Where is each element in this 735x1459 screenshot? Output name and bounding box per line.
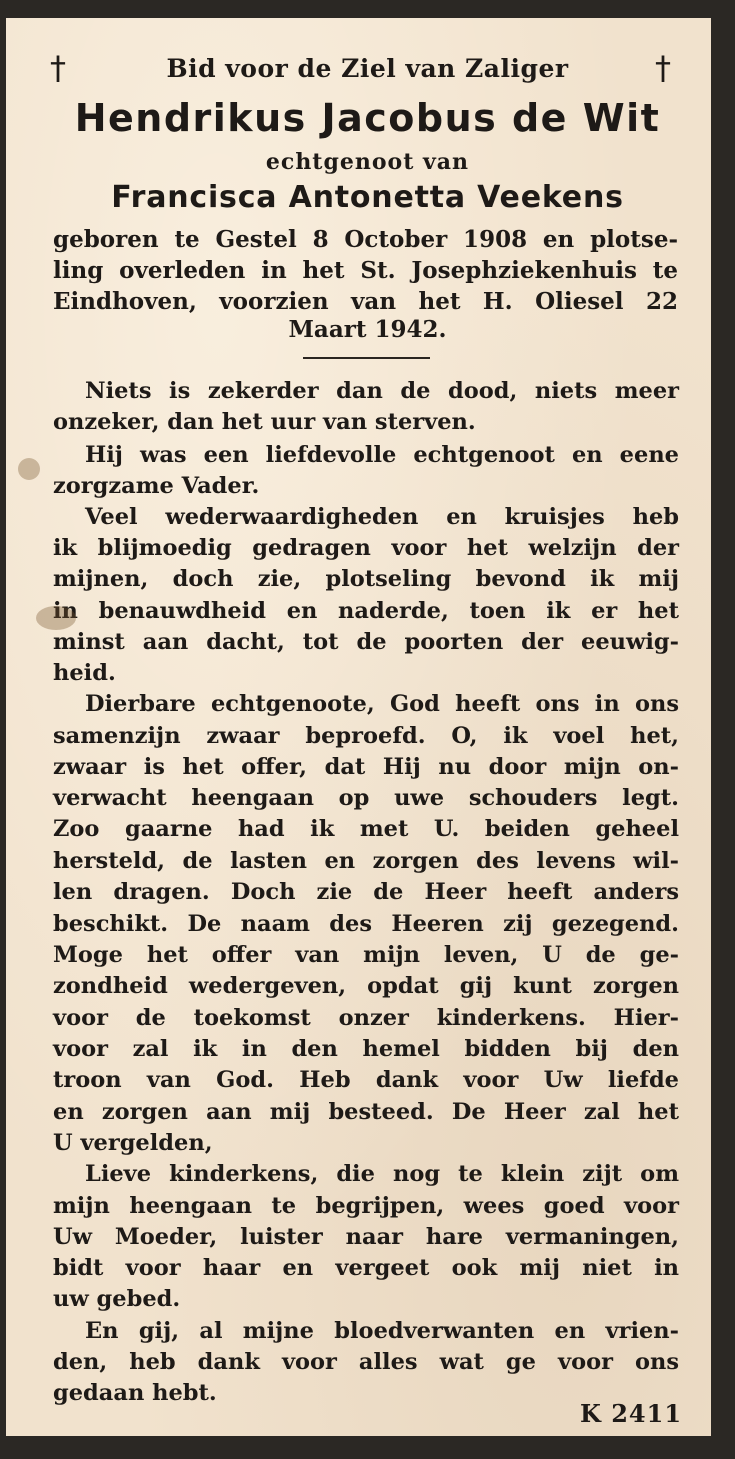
body-line: Veel wederwaardigheden en kruisjes heb — [85, 504, 679, 530]
ink-stain — [18, 458, 40, 480]
body-line: voor de toekomst onzer kinderkens. Hier- — [53, 1005, 679, 1031]
body-line: onzeker, dan het uur van sterven. — [53, 409, 476, 435]
body-line: Dierbare echtgenoote, God heeft ons in ons — [85, 691, 679, 717]
body-line: Lieve kinderkens, die nog te klein zijt om — [85, 1161, 679, 1187]
body-line: troon van God. Heb dank voor Uw liefde — [53, 1067, 679, 1093]
body-line: in benauwdheid en naderde, toen ik er het — [53, 598, 679, 624]
cross-icon-right: † — [655, 49, 671, 87]
body-line: voor zal ik in den hemel bidden bij den — [53, 1036, 679, 1062]
divider-rule — [303, 357, 430, 359]
bio-line: Eindhoven, voorzien van het H. Oliesel 22 — [53, 288, 678, 315]
body-line: Zoo gaarne had ik met U. beiden geheel — [53, 816, 679, 842]
body-line: Niets is zekerder dan de dood, niets meer — [85, 378, 679, 404]
body-line: mijn heengaan te begrijpen, wees goed voor — [53, 1193, 679, 1219]
body-line: zorgzame Vader. — [53, 473, 260, 499]
invocation-text: Bid voor de Ziel van Zaliger — [166, 54, 569, 83]
body-line: Uw Moeder, luister naar hare vermaningen, — [53, 1224, 679, 1250]
body-line: den, heb dank voor alles wat ge voor ons — [53, 1349, 679, 1375]
body-line: minst aan dacht, tot de poorten der eeuwig- — [53, 629, 679, 655]
body-line: hersteld, de lasten en zorgen des levens wil- — [53, 848, 679, 874]
body-line: beschikt. De naam des Heeren zij gezegend. — [53, 911, 679, 937]
ink-stain — [36, 606, 76, 630]
bio-line: geboren te Gestel 8 October 1908 en plotse- — [53, 226, 678, 253]
deceased-name: Hendrikus Jacobus de Wit — [74, 96, 661, 140]
body-line: Hij was een liefdevolle echtgenoot en eene — [85, 442, 679, 468]
body-line: zondheid wedergeven, opdat gij kunt zorgen — [53, 973, 679, 999]
body-line: U vergelden, — [53, 1130, 213, 1156]
body-line: mijnen, doch zie, plotseling bevond ik mij — [53, 566, 679, 592]
spouse-label: echtgenoot van — [265, 149, 470, 175]
body-line: bidt voor haar en vergeet ook mij niet in — [53, 1255, 679, 1281]
body-line: ik blijmoedig gedragen voor het welzijn der — [53, 535, 679, 561]
body-line: zwaar is het offer, dat Hij nu door mijn on- — [53, 754, 679, 780]
spouse-name: Francisca Antonetta Veekens — [111, 180, 624, 215]
body-line: gedaan hebt. — [53, 1380, 217, 1406]
catalog-number: K 2411 — [580, 1399, 683, 1428]
bio-line: ling overleden in het St. Josephziekenhuis te — [53, 257, 678, 284]
cross-icon-left: † — [50, 49, 66, 87]
body-line: Moge het offer van mijn leven, U de ge- — [53, 942, 679, 968]
body-line: uw gebed. — [53, 1286, 181, 1312]
body-line: heid. — [53, 660, 116, 686]
body-line: En gij, al mijne bloedverwanten en vrien- — [85, 1318, 679, 1344]
body-line: len dragen. Doch zie de Heer heeft anders — [53, 879, 679, 905]
body-line: verwacht heengaan op uwe schouders legt. — [53, 785, 679, 811]
body-line: en zorgen aan mij besteed. De Heer zal het — [53, 1099, 679, 1125]
body-line: samenzijn zwaar beproefd. O, ik voel het, — [53, 723, 679, 749]
bio-line: Maart 1942. — [288, 316, 447, 343]
